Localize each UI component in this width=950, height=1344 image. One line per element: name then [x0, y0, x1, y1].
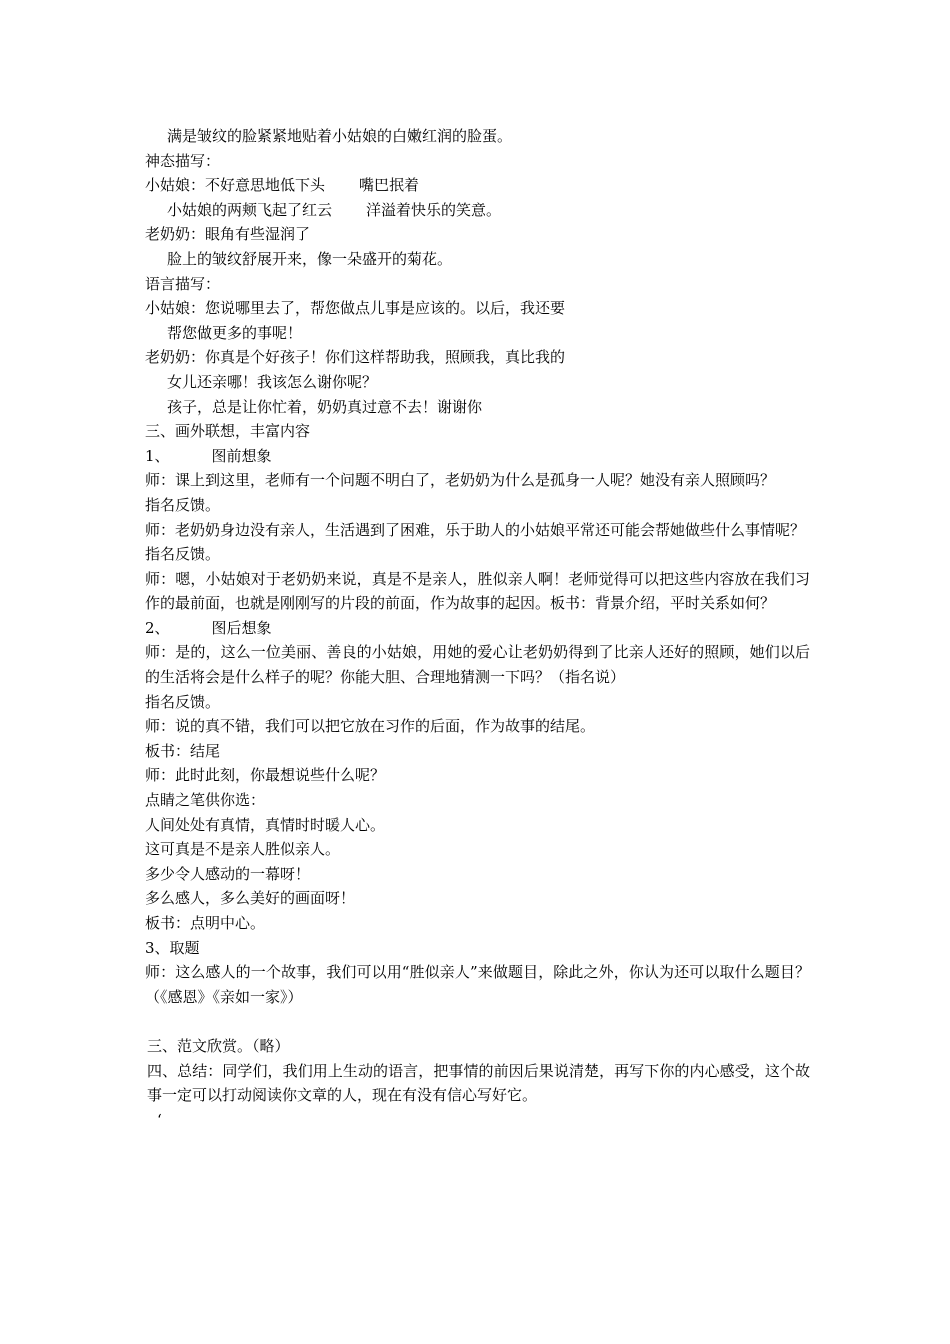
- text-line: 女儿还亲哪！我该怎么谢你呢？: [167, 372, 378, 391]
- section-heading: 三、范文欣赏。（略）: [147, 1036, 290, 1055]
- section-label: 神态描写：: [145, 151, 221, 170]
- text-line: [145, 198, 810, 223]
- text-line: 多么感人，多么美好的画面呀！: [145, 889, 356, 908]
- text-line: [145, 173, 810, 198]
- text-segment: 嘴巴抿着: [359, 176, 420, 195]
- text-paragraph: 师：是的，这么一位美丽、善良的小姑娘，用她的爱心让老奶奶得到了比亲人还好的照顾，她们以后的生活将会是什么样子的呢？你能大胆、合理地猜测一下吗？（指名说）: [145, 643, 810, 687]
- text-segment: 洋溢着快乐的笑意。: [366, 200, 502, 219]
- text-line: 板书：点明中心。: [145, 914, 266, 932]
- list-number: 2、: [145, 618, 170, 637]
- text-line: 指名反馈。: [145, 692, 221, 711]
- text-line: 板书：结尾: [145, 741, 221, 760]
- text-line: 帮您做更多的事呢！: [167, 323, 303, 342]
- text-paragraph: 师：老奶奶身边没有亲人，生活遇到了困难，乐于助人的小姑娘平常还可能会帮她做些什么事情呢？: [145, 520, 806, 539]
- section-label: 语言描写：: [145, 274, 221, 293]
- list-number: 1、: [145, 446, 170, 465]
- text-line: 脸上的皱纹舒展开来，像一朵盛开的菊花。: [167, 249, 453, 268]
- text-line: 多少令人感动的一幕呀！: [145, 864, 311, 883]
- subsection-heading: 3、取题: [145, 938, 200, 957]
- text-line: 师：说的真不错，我们可以把它放在习作的后面，作为故事的结尾。: [145, 717, 596, 736]
- text-line: 老奶奶：你真是个好孩子！你们这样帮助我，照顾我，真比我的: [145, 348, 566, 367]
- text-line: 师：此时此刻，你最想说些什么呢？: [145, 766, 386, 785]
- subsection-title: 图前想象: [211, 446, 272, 465]
- text-segment: 小姑娘的两颊飞起了红云: [167, 200, 333, 219]
- subsection-heading: [145, 444, 810, 469]
- text-line: 人间处处有真情，真情时时暖人心。: [145, 815, 386, 834]
- text-line: 点睛之笔供你选：: [145, 791, 266, 810]
- subsection-heading: [145, 616, 810, 641]
- text-line: 小姑娘：您说哪里去了，帮您做点儿事是应该的。以后，我还要: [145, 299, 566, 318]
- blank-line: [145, 1009, 810, 1034]
- text-line: 老奶奶：眼角有些湿润了: [145, 225, 311, 244]
- text-line: 满是皱纹的脸紧紧地贴着小姑娘的白嫩红润的脸蛋。: [167, 127, 513, 145]
- text-paragraph: 师：课上到这里，老师有一个问题不明白了，老奶奶为什么是孤身一人呢？她没有亲人照顾吗？: [145, 471, 776, 490]
- text-line: 孩子，总是让你忙着，奶奶真过意不去！谢谢你: [167, 397, 483, 416]
- text-paragraph: 师：嗯，小姑娘对于老奶奶来说，真是不是亲人，胜似亲人啊！老师觉得可以把这些内容放在我们习作的最前面，也就是刚刚写的片段的前面，作为故事的起因。板书：背景介绍，平时关系如何？: [145, 569, 810, 613]
- text-line: 这可真是不是亲人胜似亲人。: [145, 840, 341, 859]
- text-line: 指名反馈。: [145, 545, 221, 564]
- text-segment: 小姑娘：不好意思地低下头: [145, 176, 326, 195]
- text-paragraph: 师：这么感人的一个故事，我们可以用“胜似亲人”来做题目，除此之外，你认为还可以取什么题目？（《感恩》《亲如一家》）: [145, 963, 810, 1006]
- text-line: 指名反馈。: [145, 495, 221, 514]
- document-body: [145, 124, 810, 1132]
- subsection-title: 图后想象: [211, 618, 272, 637]
- stray-mark: ‘: [157, 1110, 162, 1129]
- section-heading: 三、画外联想，丰富内容: [145, 422, 311, 441]
- text-paragraph: 四、总结：同学们，我们用上生动的语言，把事情的前因后果说清楚，再写下你的内心感受，这个故事一定可以打动阅读你文章的人，现在有没有信心写好它。: [147, 1061, 810, 1105]
